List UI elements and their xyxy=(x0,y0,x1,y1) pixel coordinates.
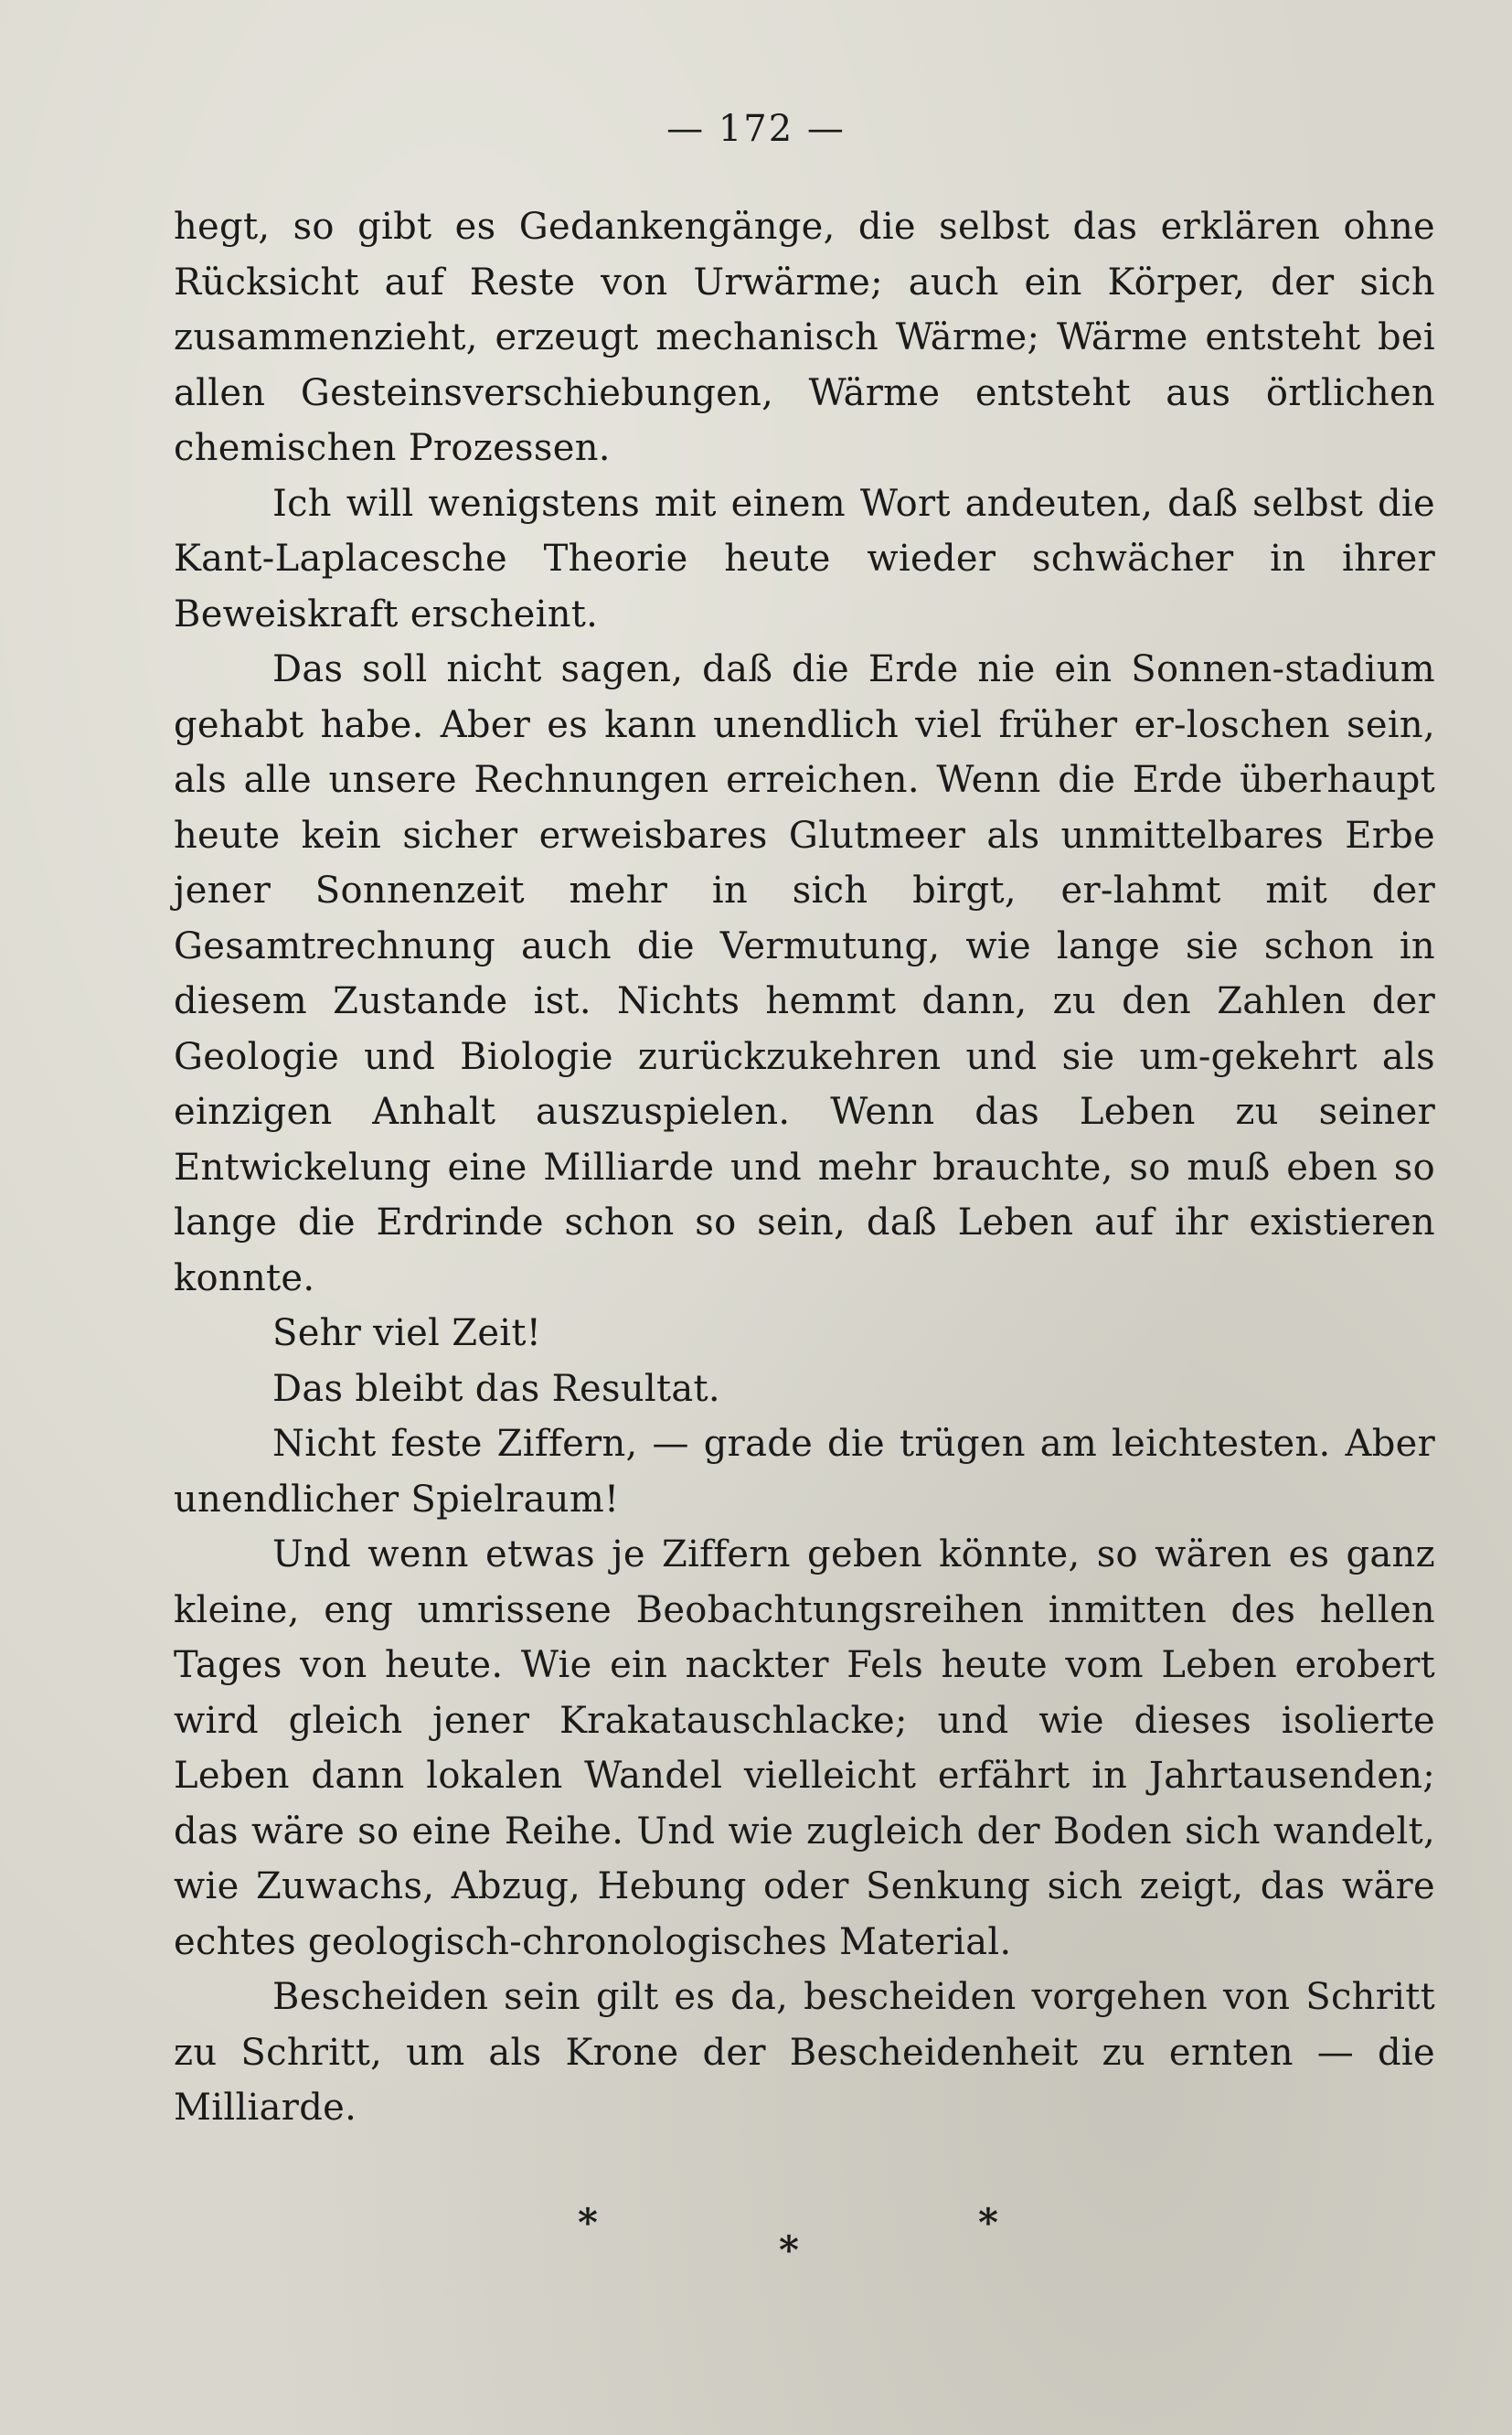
asterisk: * xyxy=(578,2200,598,2245)
paragraph-7: Und wenn etwas je Ziffern geben könnte, so wären es ganz kleine, eng umrissene Beobachtungsreihen inmitten des hellen Tages von heute. Wie ein nackter Fels heute vom Leben erobert wird gleich jener Krakatauschlacke; und wie dieses isolierte Leben dann lokalen Wandel vielleicht erfährt in Jahrtausenden; das wäre so eine Reihe. Und wie zugleich der Boden sich wandelt, wie Zuwachs, Abzug, Hebung oder Senkung sich zeigt, das wäre echtes geologisch-chronologisches Material. xyxy=(174,1533,1435,1963)
asterisk: * xyxy=(779,2227,799,2272)
section-break xyxy=(0,2195,1512,2277)
paragraph-5: Das bleibt das Resultat. xyxy=(272,1367,720,1410)
asterisk: * xyxy=(978,2200,998,2245)
paragraph-3: Das soll nicht sagen, daß die Erde nie ein Sonnen-stadium gehabt habe. Aber es kann unendlich viel früher er-loschen sein, als alle unsere Rechnungen erreichen. Wenn die Erde überhaupt heute kein sicher erweisbares Glutmeer als unmittelbares Erbe jener Sonnenzeit mehr in sich birgt, er-lahmt mit der Gesamtrechnung auch die Vermutung, wie lange sie schon in diesem Zustande ist. Nichts hemmt dann, zu den Zahlen der Geologie und Biologie zurückzukehren und sie um-gekehrt als einzigen Anhalt auszuspielen. Wenn das Leben zu seiner Entwickelung eine Milliarde und mehr brauchte, so muß eben so lange die Erdrinde schon so sein, daß Leben auf ihr existieren konnte. xyxy=(174,648,1435,1299)
body-text xyxy=(174,199,1435,2136)
paragraph-8: Bescheiden sein gilt es da, bescheiden vorgehen von Schritt zu Schritt, um als Krone der Bescheidenheit zu ernten — die Milliarde. xyxy=(174,1976,1435,2129)
paragraph-6: Nicht feste Ziffern, — grade die trügen am leichtesten. Aber unendlicher Spielraum! xyxy=(174,1423,1435,1521)
page-number: — 172 — xyxy=(666,108,846,150)
paragraph-1: hegt, so gibt es Gedankengänge, die selbst das erklären ohne Rücksicht auf Reste von Urwärme; auch ein Körper, der sich zusammenzieht, erzeugt mechanisch Wärme; Wärme entsteht bei allen Gesteinsverschiebungen, Wärme entsteht aus örtlichen chemischen Prozessen. xyxy=(174,206,1435,469)
paragraph-2: Ich will wenigstens mit einem Wort andeuten, daß selbst die Kant-Laplacesche Theorie heute wieder schwächer in ihrer Beweiskraft erscheint. xyxy=(174,482,1435,635)
paragraph-4: Sehr viel Zeit! xyxy=(272,1312,542,1354)
